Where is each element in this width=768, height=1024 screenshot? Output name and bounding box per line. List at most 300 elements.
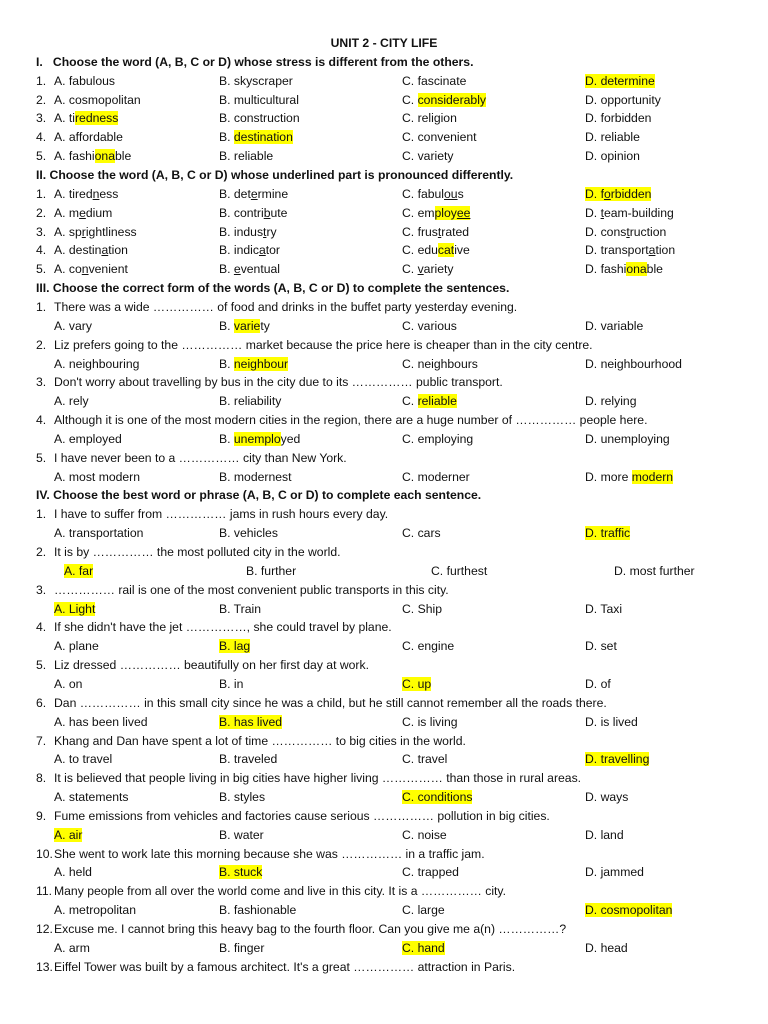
option-text-segment: D. fashi: [585, 262, 627, 277]
option-text-segment: cat: [437, 243, 455, 258]
options-row: [36, 901, 736, 920]
option-text-segment: C. trapped: [402, 865, 459, 880]
options-row: [36, 109, 736, 128]
answer-option-c[interactable]: [431, 562, 487, 581]
answer-option-b[interactable]: [219, 241, 280, 260]
question-number: 3.: [36, 224, 47, 239]
answer-option-d[interactable]: [585, 72, 655, 91]
answer-option-b[interactable]: [219, 750, 277, 769]
answer-option-d[interactable]: [585, 675, 611, 694]
option-text-segment: a: [258, 243, 266, 258]
question-number: 2.: [36, 92, 47, 107]
answer-option-b[interactable]: [219, 72, 293, 91]
answer-option-b[interactable]: [219, 826, 264, 845]
question-row: [36, 769, 736, 788]
option-text-segment: eam-building: [603, 205, 674, 220]
answer-option-c[interactable]: [402, 675, 431, 694]
option-text-segment: neighbour: [233, 356, 289, 371]
option-text-segment: D. cons: [585, 224, 627, 239]
answer-option-b[interactable]: [219, 109, 300, 128]
question-row: [36, 920, 736, 939]
answer-option-c[interactable]: [402, 713, 458, 732]
options-row: [36, 788, 736, 807]
answer-option-b[interactable]: [219, 204, 287, 223]
question-text: Although it is one of the most modern cities in the region, there are a huge number of …………… people here.: [54, 413, 648, 427]
question-row: [36, 845, 736, 864]
answer-option-a[interactable]: [54, 637, 99, 656]
option-text-segment: C. fabul: [402, 186, 445, 201]
answer-option-b[interactable]: [219, 901, 296, 920]
option-text-segment: yed: [280, 431, 301, 446]
option-text-segment: B. traveled: [219, 752, 278, 767]
option-text-segment: C. Ship: [402, 601, 442, 616]
option-text-segment: D. f: [585, 186, 604, 201]
answer-option-a[interactable]: [54, 524, 143, 543]
option-text-segment: tion: [108, 243, 128, 258]
options-row: [36, 392, 736, 411]
option-text-segment: B. modernest: [219, 469, 292, 484]
answer-option-b[interactable]: [219, 600, 261, 619]
answer-option-d[interactable]: [585, 241, 675, 260]
option-text-segment: D. of: [585, 676, 611, 691]
answer-option-a[interactable]: [54, 128, 123, 147]
option-text-segment: e: [250, 186, 258, 201]
answer-option-c[interactable]: [402, 524, 441, 543]
question-text: I have never been to a …………… city than New York.: [54, 450, 347, 465]
option-text-segment: B. in: [219, 676, 244, 691]
option-text-segment: C. religion: [402, 111, 457, 126]
option-text-segment: ruction: [629, 224, 667, 239]
options-row: [36, 317, 736, 336]
option-text-segment: tor: [265, 243, 280, 258]
answer-option-b[interactable]: [246, 562, 296, 581]
options-row: [36, 91, 736, 110]
option-text-segment: A. ti: [54, 111, 75, 126]
option-text-segment: C. conditions: [402, 790, 473, 804]
option-text-segment: v: [417, 262, 424, 277]
option-text-segment: A. plane: [54, 639, 99, 654]
option-text-segment: A. transportation: [54, 526, 144, 541]
question-number: 3.: [36, 111, 47, 126]
answer-option-b[interactable]: [219, 147, 273, 166]
question-number: 12.: [36, 922, 53, 936]
option-text-segment: A. tired: [54, 186, 93, 201]
answer-option-d[interactable]: [585, 260, 663, 279]
option-text-segment: A. co: [54, 262, 82, 277]
question-number: 3.: [36, 582, 47, 597]
answer-option-d[interactable]: [585, 317, 643, 336]
option-text-segment: D. set: [585, 639, 617, 654]
answer-option-b[interactable]: [219, 524, 278, 543]
answer-option-b[interactable]: [219, 675, 243, 694]
option-text-segment: B. Train: [219, 601, 261, 616]
option-text-segment: B. styles: [219, 790, 266, 804]
option-text-segment: C. furthest: [431, 563, 488, 578]
question-number: 9.: [36, 808, 47, 823]
answer-option-c[interactable]: [402, 223, 469, 242]
question-number: 3.: [36, 375, 47, 390]
option-text-segment: tion: [655, 243, 676, 258]
question-number: 7.: [36, 733, 47, 748]
answer-option-d[interactable]: [585, 185, 651, 204]
option-text-segment: A. far: [64, 563, 94, 578]
option-text-segment: modern: [631, 469, 674, 484]
option-text-segment: dium: [85, 205, 113, 220]
answer-option-a[interactable]: [54, 468, 140, 487]
answer-option-d[interactable]: [585, 392, 636, 411]
option-text-segment: B. multicultural: [219, 92, 299, 107]
option-text-segment: A. statements: [54, 790, 129, 804]
option-text-segment: A. fabulous: [54, 73, 115, 88]
answer-option-a[interactable]: [54, 204, 112, 223]
option-text-segment: B. further: [246, 563, 297, 578]
question-row: [36, 732, 736, 751]
question-text: Many people from all over the world come and live in this city. It is a …………… city.: [54, 884, 506, 899]
option-text-segment: A. affordable: [54, 130, 123, 145]
question-text: Don't worry about travelling by bus in the city due to its …………… public transport.: [54, 375, 503, 390]
option-text-segment: C. moderner: [402, 469, 470, 484]
answer-option-a[interactable]: [54, 223, 137, 242]
question-row: [36, 694, 736, 713]
answer-option-c[interactable]: [402, 241, 470, 260]
answer-option-c[interactable]: [402, 147, 453, 166]
question-number: 4.: [36, 413, 47, 427]
answer-option-a[interactable]: [54, 72, 115, 91]
answer-option-c[interactable]: [402, 185, 464, 204]
option-text-segment: A. held: [54, 865, 92, 880]
question-number: 4.: [36, 243, 47, 258]
answer-option-c[interactable]: [402, 109, 457, 128]
answer-option-d[interactable]: [585, 91, 661, 110]
answer-option-a[interactable]: [54, 147, 131, 166]
option-text-segment: B. stuck: [219, 865, 263, 880]
question-row: [36, 882, 736, 901]
option-text-segment: varie: [233, 318, 261, 333]
question-number: 13.: [36, 959, 53, 974]
option-text-segment: A. to travel: [54, 752, 113, 767]
option-text-segment: A. destin: [54, 243, 102, 258]
answer-option-b[interactable]: [219, 430, 300, 449]
answer-option-c[interactable]: [402, 468, 470, 487]
answer-option-a[interactable]: [54, 600, 95, 619]
answer-option-b[interactable]: [219, 317, 270, 336]
question-text: Dan …………… in this small city since he was a child, but he still cannot remember all the roads there.: [54, 695, 607, 710]
question-text: Excuse me. I cannot bring this heavy bag to the fourth floor. Can you give me a(n) ……………?: [54, 922, 567, 936]
option-text-segment: A. m: [54, 205, 80, 220]
option-text-segment: ightliness: [85, 224, 137, 239]
answer-option-c[interactable]: [402, 863, 459, 882]
options-row: [36, 241, 736, 260]
answer-option-d[interactable]: [585, 223, 666, 242]
option-text-segment: redness: [75, 111, 119, 126]
option-text-segment: ive: [454, 243, 470, 258]
options-row: [36, 675, 736, 694]
answer-option-a[interactable]: [54, 750, 112, 769]
answer-option-d[interactable]: [585, 204, 674, 223]
answer-option-b[interactable]: [219, 223, 277, 242]
answer-option-a[interactable]: [54, 392, 89, 411]
option-text-segment: D. most further: [614, 563, 695, 578]
answer-option-c[interactable]: [402, 204, 470, 223]
answer-option-b[interactable]: [219, 939, 264, 958]
option-text-segment: rmine: [257, 186, 289, 201]
options-row: [36, 260, 736, 279]
options-row: [36, 524, 736, 543]
option-text-segment: A. fashi: [54, 149, 95, 164]
answer-option-c[interactable]: [402, 128, 477, 147]
answer-option-c[interactable]: [402, 788, 472, 807]
answer-option-d[interactable]: [585, 750, 649, 769]
answer-option-b[interactable]: [219, 91, 299, 110]
options-row: [36, 430, 736, 449]
answer-option-b[interactable]: [219, 128, 293, 147]
option-text-segment: D. opportunity: [585, 92, 661, 107]
option-text-segment: b: [263, 205, 271, 220]
option-text-segment: venient: [88, 262, 128, 277]
answer-option-d[interactable]: [585, 713, 638, 732]
option-text-segment: B.: [219, 431, 234, 446]
answer-option-a[interactable]: [54, 713, 148, 732]
option-text-segment: o: [603, 186, 611, 201]
section-heading: I. Choose the word (A, B, C or D) whose stress is different from the others.: [36, 54, 474, 69]
question-row: [36, 449, 736, 468]
answer-option-d[interactable]: [585, 863, 644, 882]
option-text-segment: ou: [444, 186, 458, 201]
question-number: 1.: [36, 73, 47, 88]
option-text-segment: C. edu: [402, 243, 438, 258]
answer-option-d[interactable]: [614, 562, 695, 581]
option-text-segment: reliable: [417, 394, 457, 409]
option-text-segment: C. engine: [402, 639, 455, 654]
option-text-segment: considerably: [417, 92, 487, 107]
question-row: [36, 618, 736, 637]
answer-option-c[interactable]: [402, 826, 447, 845]
question-text: If she didn't have the jet ……………, she could travel by plane.: [54, 620, 392, 635]
option-text-segment: A. cosmopolitan: [54, 92, 141, 107]
option-text-segment: r: [81, 224, 86, 239]
option-text-segment: B. reliability: [219, 394, 282, 409]
question-number: 1.: [36, 186, 47, 201]
option-text-segment: D. determine: [585, 73, 655, 88]
option-text-segment: B. vehicles: [219, 526, 278, 541]
question-text: Liz prefers going to the …………… market because the price here is cheaper than in the city centre.: [54, 337, 593, 352]
question-number: 10.: [36, 846, 53, 861]
option-text-segment: a: [648, 243, 656, 258]
answer-option-d[interactable]: [585, 901, 672, 920]
option-text-segment: A. vary: [54, 318, 92, 333]
answer-option-b[interactable]: [219, 392, 281, 411]
option-text-segment: B. lag: [219, 639, 251, 654]
question-text: Fume emissions from vehicles and factories cause serious …………… pollution in big cities.: [54, 808, 550, 823]
option-text-segment: ble: [646, 262, 663, 277]
answer-option-b[interactable]: [219, 713, 282, 732]
options-row: [36, 713, 736, 732]
answer-option-b[interactable]: [219, 468, 291, 487]
question-number: 4.: [36, 130, 47, 145]
answer-option-a[interactable]: [54, 241, 128, 260]
question-number: 1.: [36, 507, 47, 522]
option-text-segment: s: [457, 186, 464, 201]
answer-option-c[interactable]: [402, 260, 453, 279]
option-text-segment: D. is lived: [585, 714, 638, 729]
option-text-segment: C. employing: [402, 431, 474, 446]
answer-option-a[interactable]: [54, 675, 82, 694]
answer-option-b[interactable]: [219, 788, 265, 807]
option-text-segment: C. convenient: [402, 130, 477, 145]
question-row: [36, 411, 736, 430]
answer-option-d[interactable]: [585, 109, 651, 128]
option-text-segment: D. reliable: [585, 130, 640, 145]
option-text-segment: B. indic: [219, 243, 259, 258]
option-text-segment: B. fashionable: [219, 903, 297, 918]
question-number: 1.: [36, 299, 47, 314]
options-row: [36, 128, 736, 147]
option-text-segment: C. large: [402, 903, 445, 918]
answer-option-b[interactable]: [219, 260, 280, 279]
options-row: [36, 826, 736, 845]
answer-option-c[interactable]: [402, 750, 447, 769]
option-text-segment: C. variety: [402, 149, 454, 164]
answer-option-c[interactable]: [402, 600, 442, 619]
question-row: [36, 336, 736, 355]
question-text: It is by …………… the most polluted city in the world.: [54, 545, 341, 559]
option-text-segment: D. head: [585, 940, 628, 955]
answer-option-b[interactable]: [219, 355, 288, 374]
option-text-segment: ry: [266, 224, 277, 239]
option-text-segment: D. traffic: [585, 526, 631, 541]
answer-option-a[interactable]: [54, 109, 118, 128]
answer-option-c[interactable]: [402, 317, 457, 336]
answer-option-c[interactable]: [402, 637, 454, 656]
option-text-segment: B. construction: [219, 111, 300, 126]
options-row: [36, 637, 736, 656]
options-row: [36, 147, 736, 166]
answer-option-c[interactable]: [402, 939, 445, 958]
answer-option-c[interactable]: [402, 392, 457, 411]
option-text-segment: destination: [233, 130, 293, 145]
option-text-segment: D. jammed: [585, 865, 644, 880]
option-text-segment: e: [79, 205, 86, 220]
option-text-segment: B. water: [219, 827, 264, 842]
section-heading: III. Choose the correct form of the words (A, B, C or D) to complete the sentences.: [36, 281, 510, 296]
answer-option-c[interactable]: [402, 901, 445, 920]
option-text-segment: A. employed: [54, 431, 122, 446]
answer-option-b[interactable]: [219, 863, 262, 882]
answer-option-c[interactable]: [402, 91, 486, 110]
page-title: UNIT 2 - CITY LIFE: [330, 36, 438, 50]
option-text-segment: t: [263, 224, 267, 239]
answer-option-c[interactable]: [402, 355, 478, 374]
answer-option-a[interactable]: [54, 91, 141, 110]
answer-option-d[interactable]: [585, 430, 670, 449]
answer-option-d[interactable]: [585, 939, 628, 958]
answer-option-a[interactable]: [54, 939, 90, 958]
answer-option-d[interactable]: [585, 600, 622, 619]
option-text-segment: t: [437, 224, 442, 239]
option-text-segment: t: [626, 224, 630, 239]
options-row: [36, 223, 736, 242]
option-text-segment: a: [101, 243, 109, 258]
option-text-segment: C. frus: [402, 224, 438, 239]
option-text-segment: D. neighbourhood: [585, 356, 682, 371]
answer-option-a[interactable]: [54, 430, 122, 449]
answer-option-a[interactable]: [54, 826, 82, 845]
option-text-segment: ee: [456, 205, 471, 220]
option-text-segment: A. rely: [54, 394, 89, 409]
question-text: Eiffel Tower was built by a famous architect. It's a great …………… attraction in Paris.: [54, 959, 516, 974]
question-number: 5.: [36, 262, 47, 277]
option-text-segment: D. relying: [585, 394, 637, 409]
answer-option-a[interactable]: [54, 788, 129, 807]
question-row: [36, 373, 736, 392]
answer-option-a[interactable]: [54, 901, 136, 920]
answer-option-a[interactable]: [54, 355, 139, 374]
option-text-segment: B.: [219, 318, 234, 333]
option-text-segment: D. opinion: [585, 149, 640, 164]
option-text-segment: B. det: [219, 186, 251, 201]
question-text: It is believed that people living in big cities have higher living …………… than those in rural areas.: [54, 771, 582, 786]
option-text-segment: B. has lived: [219, 714, 283, 729]
answer-option-c[interactable]: [402, 72, 466, 91]
options-row: [36, 600, 736, 619]
option-text-segment: A. arm: [54, 940, 90, 955]
question-row: [36, 581, 736, 600]
option-text-segment: B. skyscraper: [219, 73, 293, 88]
option-text-segment: A. neighbouring: [54, 356, 140, 371]
option-text-segment: D. land: [585, 827, 624, 842]
question-text: She went to work late this morning because she was …………… in a traffic jam.: [54, 846, 485, 861]
question-number: 2.: [36, 205, 47, 220]
option-text-segment: ute: [270, 205, 288, 220]
answer-option-a[interactable]: [54, 260, 128, 279]
answer-option-d[interactable]: [585, 128, 640, 147]
option-text-segment: A. Light: [54, 601, 96, 616]
question-text: Liz dressed …………… beautifully on her first day at work.: [54, 658, 369, 673]
answer-option-b[interactable]: [219, 637, 250, 656]
option-text-segment: D. forbidden: [585, 111, 652, 126]
answer-option-b[interactable]: [219, 185, 288, 204]
answer-option-d[interactable]: [585, 355, 682, 374]
options-row: [36, 72, 736, 91]
question-row: [36, 958, 736, 977]
answer-option-a[interactable]: [64, 562, 93, 581]
option-text-segment: ventual: [240, 262, 280, 277]
option-text-segment: C. noise: [402, 827, 447, 842]
answer-option-d[interactable]: [585, 468, 673, 487]
section-heading: IV. Choose the best word or phrase (A, B, C or D) to complete each sentence.: [36, 488, 482, 503]
option-text-segment: D. transport: [585, 243, 649, 258]
question-text: I have to suffer from …………… jams in rush hours every day.: [54, 507, 389, 522]
option-text-segment: D. travelling: [585, 752, 650, 767]
option-text-segment: D. more: [585, 469, 632, 484]
answer-option-d[interactable]: [585, 524, 630, 543]
option-text-segment: ploy: [434, 205, 457, 220]
answer-option-a[interactable]: [54, 317, 92, 336]
answer-option-d[interactable]: [585, 637, 617, 656]
option-text-segment: D. Taxi: [585, 601, 623, 616]
answer-option-a[interactable]: [54, 863, 92, 882]
option-text-segment: A. has been lived: [54, 714, 148, 729]
answer-option-c[interactable]: [402, 430, 473, 449]
option-text-segment: n: [81, 262, 89, 277]
option-text-segment: D. unemploying: [585, 431, 670, 446]
option-text-segment: ty: [260, 318, 270, 333]
option-text-segment: D. ways: [585, 790, 629, 804]
answer-option-d[interactable]: [585, 788, 628, 807]
answer-option-a[interactable]: [54, 185, 118, 204]
answer-option-d[interactable]: [585, 147, 640, 166]
answer-option-d[interactable]: [585, 826, 624, 845]
